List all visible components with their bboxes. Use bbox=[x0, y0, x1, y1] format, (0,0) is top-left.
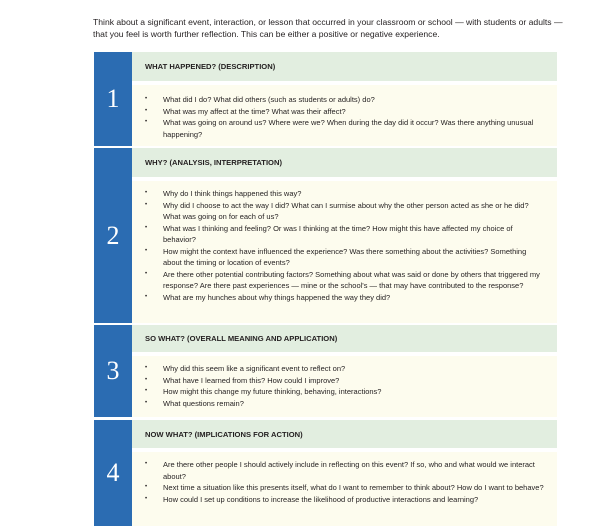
list-item: • What have I learned from this? How could I improve? bbox=[145, 375, 547, 387]
section-number: 4 bbox=[94, 420, 132, 526]
section-what-happened bbox=[94, 52, 557, 146]
question-list bbox=[145, 94, 547, 140]
section-number: 2 bbox=[94, 148, 132, 323]
section-now-what bbox=[94, 420, 557, 526]
list-item: • How might the context have influenced the experience? Was there something about the activities? Something about the timing or location of events? bbox=[145, 246, 547, 269]
section-body bbox=[132, 356, 557, 417]
section-heading: NOW WHAT? (IMPLICATIONS FOR ACTION) bbox=[132, 420, 557, 448]
section-body bbox=[132, 181, 557, 323]
question-list bbox=[145, 459, 547, 505]
section-so-what bbox=[94, 325, 557, 417]
list-item: • Why do I think things happened this way? bbox=[145, 188, 547, 200]
question-list bbox=[145, 363, 547, 409]
list-item: • What was going on around us? Where were we? When during the day did it occur? Was there anything unusual happening? bbox=[145, 117, 547, 140]
section-heading: SO WHAT? (OVERALL MEANING AND APPLICATION) bbox=[132, 325, 557, 352]
list-item: • What are my hunches about why things happened the way they did? bbox=[145, 292, 547, 304]
list-item: • Why did I choose to act the way I did? What can I surmise about why the other person acted as she or he did? What was going on for each of us? bbox=[145, 200, 547, 223]
list-item: • What questions remain? bbox=[145, 398, 547, 410]
list-item: • Next time a situation like this presents itself, what do I want to remember to think about? How do I want to behave? bbox=[145, 482, 547, 494]
section-body bbox=[132, 85, 557, 146]
list-item: • Why did this seem like a significant event to reflect on? bbox=[145, 363, 547, 375]
question-list bbox=[145, 188, 547, 303]
section-heading: WHY? (ANALYSIS, INTERPRETATION) bbox=[132, 148, 557, 177]
section-why bbox=[94, 148, 557, 323]
list-item: • Are there other people I should actively include in reflecting on this event? If so, who and what would we interact about? bbox=[145, 459, 547, 482]
list-item: • Are there other potential contributing factors? Something about what was said or done by others that triggered my response? Are there past experiences — mine or the school's — that may have contributed to the response? bbox=[145, 269, 547, 292]
section-number: 1 bbox=[94, 52, 132, 146]
section-heading: WHAT HAPPENED? (DESCRIPTION) bbox=[132, 52, 557, 81]
section-body bbox=[132, 452, 557, 526]
list-item: • What was I thinking and feeling? Or was I thinking at the time? How might this have affected my choice of behavior? bbox=[145, 223, 547, 246]
list-item: • How might this change my future thinking, behaving, interactions? bbox=[145, 386, 547, 398]
list-item: • How could I set up conditions to increase the likelihood of productive interactions and learning? bbox=[145, 494, 547, 506]
list-item: • What was my affect at the time? What was their affect? bbox=[145, 106, 547, 118]
section-number: 3 bbox=[94, 325, 132, 417]
intro-text: Think about a significant event, interaction, or lesson that occurred in your classroom or school — with students or adults — that you feel is worth further reflection. This can be either a positive or negative experience. bbox=[93, 17, 563, 39]
list-item: • What did I do? What did others (such as students or adults) do? bbox=[145, 94, 547, 106]
